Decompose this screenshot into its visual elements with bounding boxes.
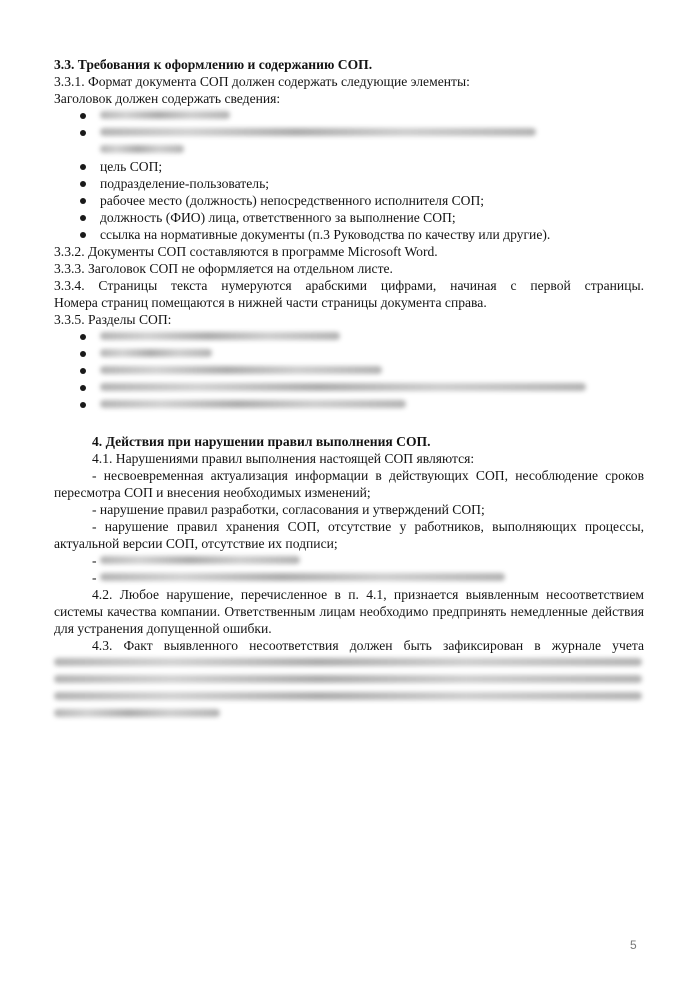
header-contents-list: [54, 107, 644, 243]
violation-item-2: - нарушение правил разработки, согласования и утверждений СОП;: [92, 502, 485, 517]
blurred-text: [100, 349, 212, 357]
bullet-icon: [80, 181, 86, 187]
list-item-blurred: [54, 379, 644, 396]
paragraph-4-1: 4.1. Нарушениями правил выполнения настоящей СОП являются:: [92, 451, 475, 466]
bullet-icon: [80, 334, 86, 340]
paragraph-3-3-1: 3.3.1. Формат документа СОП должен содержать следующие элементы:: [54, 74, 470, 89]
bullet-icon: [80, 368, 86, 374]
list-item-blurred: [54, 345, 644, 362]
paragraph-3-3-5: 3.3.5. Разделы СОП:: [54, 312, 172, 327]
list-item-blurred: [54, 328, 644, 345]
blurred-text: [100, 366, 382, 374]
blurred-text: [54, 692, 642, 700]
violation-item-blurred: -: [54, 552, 644, 569]
bullet-icon: [80, 130, 86, 136]
blurred-text: [100, 383, 586, 391]
violation-item-1: - несвоевременная актуализация информации в действующих СОП, несоблюдение сроков пересмотра СОП и внесения необходимых изменений;: [54, 468, 644, 500]
list-item: рабочее место (должность) непосредственного исполнителя СОП;: [54, 192, 644, 209]
bullet-icon: [80, 215, 86, 221]
list-item-blurred: [54, 124, 644, 158]
violation-item-3: - нарушение правил хранения СОП, отсутствие у работников, выполняющих процессы, актуальной версии СОП, отсутствие их подписи;: [54, 519, 644, 551]
list-item: подразделение-пользователь;: [54, 175, 644, 192]
blurred-text: [54, 709, 220, 717]
blurred-text: [100, 332, 340, 340]
blurred-text: [100, 145, 184, 153]
bullet-icon: [80, 198, 86, 204]
bullet-icon: [80, 164, 86, 170]
document-body: [54, 56, 644, 722]
blurred-text: [100, 556, 300, 564]
list-item: цель СОП;: [54, 158, 644, 175]
list-item: должность (ФИО) лица, ответственного за выполнение СОП;: [54, 209, 644, 226]
paragraph-3-3-3: 3.3.3. Заголовок СОП не оформляется на отдельном листе.: [54, 261, 393, 276]
violation-item-blurred: -: [54, 569, 644, 586]
blurred-text: [100, 573, 505, 581]
bullet-icon: [80, 232, 86, 238]
header-intro: Заголовок должен содержать сведения:: [54, 91, 281, 106]
section-4-heading: 4. Действия при нарушении правил выполнения СОП.: [92, 434, 431, 449]
blurred-text: [100, 128, 536, 136]
page-number: 5: [630, 938, 637, 952]
bullet-icon: [80, 402, 86, 408]
blurred-text: [100, 111, 230, 119]
paragraph-3-3-4-line-2: Номера страниц помещаются в нижней части страницы документа справа.: [54, 295, 487, 310]
paragraph-3-3-2: 3.3.2. Документы СОП составляются в программе Microsoft Word.: [54, 244, 438, 259]
paragraph-4-2: 4.2. Любое нарушение, перечисленное в п. 4.1, признается выявленным несоответствием системы качества компании. Ответственным лицам необходимо предпринять немедленные действия для устранения допущенной ошибки.: [54, 587, 644, 636]
list-item-blurred: [54, 396, 644, 413]
list-item-blurred: [54, 362, 644, 379]
blurred-text: [54, 658, 642, 666]
blurred-text: [100, 400, 406, 408]
paragraph-4-3: 4.3. Факт выявленного несоответствия должен быть зафиксирован в журнале учета: [92, 638, 644, 653]
list-item-blurred: [54, 107, 644, 124]
bullet-icon: [80, 385, 86, 391]
bullet-icon: [80, 351, 86, 357]
blurred-paragraph: [54, 654, 644, 722]
sop-sections-list: [54, 328, 644, 413]
paragraph-3-3-4-line-1: 3.3.4. Страницы текста нумеруются арабскими цифрами, начиная с первой страницы.: [54, 278, 644, 293]
bullet-icon: [80, 113, 86, 119]
section-3-3-heading: 3.3. Требования к оформлению и содержанию СОП.: [54, 57, 373, 72]
list-item: ссылка на нормативные документы (п.3 Руководства по качеству или другие).: [54, 226, 644, 243]
blurred-text: [54, 675, 642, 683]
